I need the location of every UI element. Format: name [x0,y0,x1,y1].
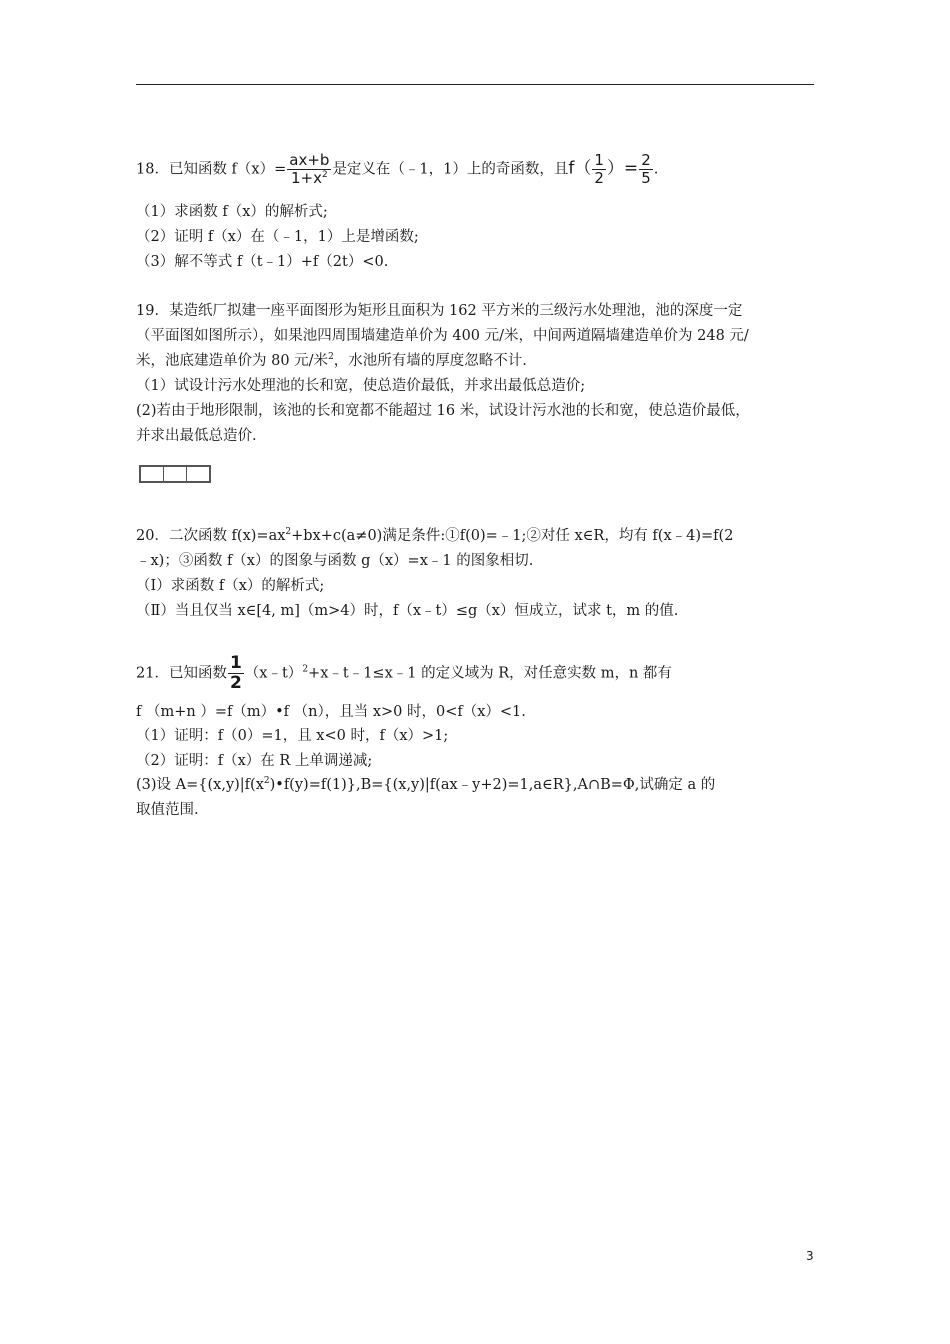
q18-sub3: （3）解不等式 f（t﹣1）+f（2t）<0. [136,254,389,270]
q21-sub1: （1）证明：f（0）=1，且 x<0 时，f（x）>1; [136,728,449,744]
q18-stem: 18．已知函数 f（x）= $\frac{ax+b}{1+x^2}$ 是定义在（﹣1，1）上的奇函数，且f（ $\frac{1}{2}$ ）= $\frac{2}{5}$ . [136,151,659,187]
header-rule [136,84,814,85]
q21-stem: 21．已知函数 $\frac{1}{2}$ （x﹣t）$^2$+x﹣t﹣1≤x﹣1 的定义域为 R，对任意实数 m，n 都有 [136,653,672,693]
q21-sub3: (3)设 $A=\{(x,y)|f(x^2)•f(y)=f(1)\},B=\{(x,y)|f(ax﹣y+2)=1,a\in R\},A\cap B=\Phi$,试确定 a 的 [136,776,716,793]
q20-sub1: （Ⅰ）求函数 f（x）的解析式; [136,578,325,594]
q21-sub3-cont: 取值范围. [136,802,199,818]
q21-sub2: （2）证明：f（x）在 R 上单调递减; [136,753,373,769]
q19-sub2: (2)若由于地形限制，该池的长和宽都不能超过 16 米，试设计污水池的长和宽，使总造价最低， [136,403,750,419]
q19-sub2-cont: 并求出最低总造价. [136,428,257,444]
q18-function-fraction: $\frac{ax+b}{1+x^2}$ [289,151,330,187]
q20-line2: ﹣x)；③函数 f（x）的图象与函数 g（x）=x﹣1 的图象相切. [136,553,534,569]
q19-line2: （平面图如图所示），如果池四周围墙建造单价为 400 元/米，中间两道隔墙建造单价为 248 元/ [136,328,749,344]
page-number: 3 [806,1249,814,1263]
q18-sub1: （1）求函数 f（x）的解析式; [136,204,328,220]
q19-line3: 米，池底建造单价为 80 元/米$^2$，水池所有墙的厚度忽略不计. [136,352,527,369]
pool-chamber [187,467,209,481]
q18-argument-fraction: $\frac{1}{2}$ [594,151,604,187]
q18-value-fraction: $\frac{2}{5}$ [641,151,651,187]
pool-plan-figure [139,465,211,483]
q19-line1: 19．某造纸厂拟建一座平面图形为矩形且面积为 162 平方米的三级污水处理池，池的深度一定 [136,303,743,319]
q21-half-fraction: $\frac{1}{2}$ [229,653,242,693]
q21-line2: f （m+n ）=f（m）•f （n），且当 x>0 时，0<f（x）<1. [136,704,526,720]
q20-line1: 20．二次函数 $f(x)=ax^2+bx+c(a\ne 0)$满足条件:①f(0)=﹣1;②对任 x∈R，均有 f(x﹣4)=f(2 [136,527,734,544]
q20-sub2: （Ⅱ）当且仅当 x∈[4, m]（m>4）时，f（x﹣t）≤g（x）恒成立，试求 t，m 的值. [136,603,679,619]
q18-sub2: （2）证明 f（x）在（﹣1，1）上是增函数; [136,229,419,245]
q19-sub1: （1）试设计污水处理池的长和宽，使总造价最低，并求出最低总造价; [136,378,586,394]
pool-chamber [164,467,187,481]
pool-chamber [141,467,164,481]
